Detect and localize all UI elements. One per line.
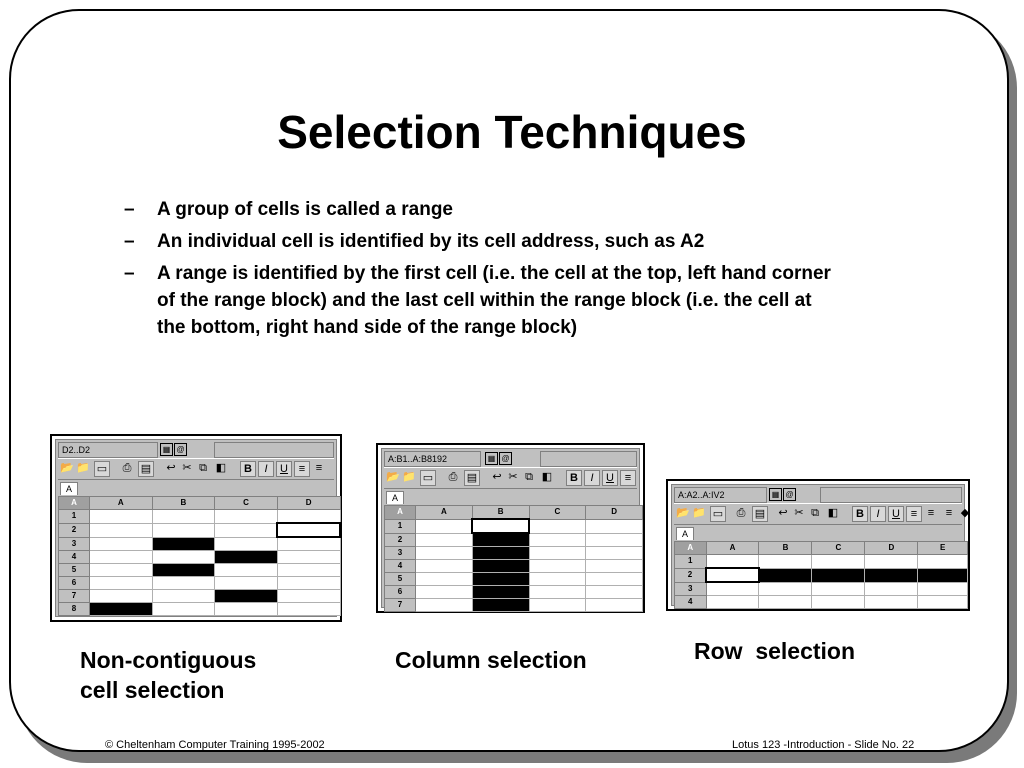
grid-cell[interactable] [918, 582, 968, 596]
print-icon: ⎙ [448, 471, 458, 483]
footer-right: Lotus 123 -Introduction - Slide No. 22 [732, 739, 915, 751]
column-header[interactable]: C [812, 542, 865, 555]
table-row [385, 573, 643, 586]
align-left-icon: ≡ [294, 461, 310, 477]
row-header[interactable]: 5 [59, 564, 90, 577]
grid-cell[interactable] [277, 564, 340, 577]
open-file-icon: 📁 [402, 471, 416, 483]
grid-cell[interactable] [277, 603, 340, 616]
save-icon: ▭ [420, 470, 436, 486]
paste-icon: ◧ [215, 462, 227, 474]
grid-cell[interactable] [472, 599, 529, 612]
column-header-row [59, 497, 341, 510]
spreadsheet-window [55, 439, 337, 617]
grid-cell[interactable] [416, 586, 473, 599]
grid-cell[interactable] [277, 590, 340, 603]
grid-cell[interactable] [215, 551, 278, 564]
bold-icon: B [240, 461, 256, 477]
spreadsheet-window [671, 484, 970, 606]
column-header-row [675, 542, 968, 555]
row-header[interactable]: 4 [59, 551, 90, 564]
underline-icon: U [888, 506, 904, 522]
toolbar [58, 458, 334, 480]
align-left-icon: ≡ [620, 470, 636, 486]
caption-line: Non-contiguous [80, 647, 257, 673]
italic-icon: I [258, 461, 274, 477]
cut-icon: ✂ [182, 462, 192, 474]
column-header[interactable]: E [918, 542, 968, 555]
grid-cell[interactable] [918, 555, 968, 569]
table-row [385, 560, 643, 573]
align-left-icon: ≡ [906, 506, 922, 522]
undo-icon: ↩ [166, 462, 176, 474]
grid-cell[interactable] [812, 582, 865, 596]
underline-icon: U [602, 470, 618, 486]
table-row [675, 568, 968, 582]
column-header[interactable]: A [706, 542, 759, 555]
table-row [59, 564, 341, 577]
column-header[interactable]: D [586, 506, 643, 520]
paste-icon: ◧ [827, 507, 839, 519]
row-header[interactable]: 6 [59, 577, 90, 590]
grid-cell[interactable] [90, 510, 153, 524]
grid-cell[interactable] [586, 599, 643, 612]
grid-cell[interactable] [215, 510, 278, 524]
worksheet-grid [674, 541, 968, 609]
row-header[interactable]: 1 [59, 510, 90, 524]
grid-cell[interactable] [152, 564, 215, 577]
address-box: D2..D2 [58, 442, 158, 458]
row-header[interactable]: 3 [385, 547, 416, 560]
grid-cell[interactable] [90, 564, 153, 577]
row-header[interactable]: 8 [59, 603, 90, 616]
sheet-tabs [58, 481, 334, 495]
column-screenshot [376, 443, 645, 613]
grid-cell[interactable] [90, 590, 153, 603]
sheet-corner[interactable]: A [675, 542, 707, 555]
grid-cell[interactable] [416, 560, 473, 573]
row-header[interactable]: 4 [675, 596, 707, 609]
grid-cell[interactable] [529, 519, 586, 533]
cut-icon: ✂ [508, 471, 518, 483]
caption-row: Row selection [694, 638, 856, 664]
row-screenshot [666, 479, 970, 611]
italic-icon: I [870, 506, 886, 522]
bullet-item [124, 196, 844, 223]
copy-icon: ⧉ [525, 471, 533, 483]
grid-cell[interactable] [215, 603, 278, 616]
grid-cell[interactable] [759, 582, 812, 596]
row-header[interactable]: 1 [385, 519, 416, 533]
open-file-icon: 📁 [692, 507, 706, 519]
sheet-tab-a: A [60, 482, 78, 495]
column-header[interactable]: B [759, 542, 812, 555]
grid-cell[interactable] [865, 555, 918, 569]
grid-cell[interactable] [529, 560, 586, 573]
caption-line: cell selection [80, 677, 225, 703]
grid-cell[interactable] [472, 560, 529, 573]
copy-icon: ⧉ [811, 507, 819, 519]
worksheet-grid [384, 505, 643, 612]
table-row [385, 519, 643, 533]
grid-cell[interactable] [812, 568, 865, 582]
sheet-tabs [384, 490, 637, 504]
grid-cell[interactable] [472, 586, 529, 599]
open-icon: 📂 [676, 507, 690, 519]
grid-cell[interactable] [215, 537, 278, 551]
column-header[interactable]: C [215, 497, 278, 510]
grid-cell[interactable] [152, 603, 215, 616]
grid-cell[interactable] [215, 564, 278, 577]
table-row [385, 547, 643, 560]
grid-cell[interactable] [472, 547, 529, 560]
at-icon: @ [499, 452, 512, 465]
spreadsheet-window [381, 448, 640, 608]
grid-cell[interactable] [90, 537, 153, 551]
grid-cell[interactable] [90, 551, 153, 564]
toolbar [384, 467, 637, 489]
grid-cell[interactable] [586, 547, 643, 560]
grid-cell[interactable] [152, 590, 215, 603]
table-row [59, 523, 341, 537]
at-icon: @ [783, 488, 796, 501]
grid-cell[interactable] [759, 596, 812, 609]
grid-cell[interactable] [586, 586, 643, 599]
column-header[interactable]: D [277, 497, 340, 510]
grid-cell[interactable] [277, 510, 340, 524]
table-row [675, 555, 968, 569]
column-header[interactable]: A [416, 506, 473, 520]
slide-title: Selection Techniques [277, 106, 747, 158]
grid-cell[interactable] [759, 568, 812, 582]
grid-cell[interactable] [472, 573, 529, 586]
print-icon: ⎙ [736, 507, 746, 519]
save-icon: ▭ [710, 506, 726, 522]
bullet-dash: – [124, 263, 135, 284]
column-header[interactable]: B [152, 497, 215, 510]
grid-cell[interactable] [215, 523, 278, 537]
row-header[interactable]: 4 [385, 560, 416, 573]
open-file-icon: 📁 [76, 462, 90, 474]
grid-cell[interactable] [706, 555, 759, 569]
row-header[interactable]: 7 [385, 599, 416, 612]
bold-icon: B [852, 506, 868, 522]
bullet-text: A range is identified by the first cell (i.e. the cell at the top, left hand corner of the range block) and the last cell within the range block (i.e. the cell at the bottom, right hand side of the range block) [157, 263, 831, 338]
bullet-dash: – [124, 199, 135, 220]
column-header[interactable]: C [529, 506, 586, 520]
grid-cell[interactable] [706, 596, 759, 609]
cut-icon: ✂ [794, 507, 804, 519]
bullet-text: An individual cell is identified by its cell address, such as A2 [157, 231, 705, 252]
grid-cell[interactable] [215, 590, 278, 603]
table-row [59, 537, 341, 551]
table-row [59, 551, 341, 564]
row-header[interactable]: 5 [385, 573, 416, 586]
open-icon: 📂 [386, 471, 400, 483]
grid-cell[interactable] [152, 523, 215, 537]
grid-cell[interactable] [416, 573, 473, 586]
preview-icon: ▤ [464, 470, 480, 486]
save-icon: ▭ [94, 461, 110, 477]
noncontiguous-screenshot [50, 434, 342, 622]
preview-icon: ▤ [752, 506, 768, 522]
bullet-list [124, 196, 844, 346]
sheet-tab-a: A [386, 491, 404, 504]
worksheet-grid [58, 496, 341, 616]
sheet-corner[interactable]: A [59, 497, 90, 510]
grid-cell[interactable] [529, 599, 586, 612]
grid-cell[interactable] [152, 537, 215, 551]
table-row [59, 577, 341, 590]
table-row [385, 586, 643, 599]
grid-cell[interactable] [865, 568, 918, 582]
contents-box [214, 442, 334, 458]
grid-cell[interactable] [215, 577, 278, 590]
grid-cell[interactable] [586, 533, 643, 547]
grid-cell[interactable] [416, 519, 473, 533]
column-header-row [385, 506, 643, 520]
grid-cell[interactable] [416, 599, 473, 612]
grid-cell[interactable] [586, 519, 643, 533]
row-header[interactable]: 2 [675, 568, 707, 582]
table-row [59, 510, 341, 524]
grid-cell[interactable] [918, 568, 968, 582]
bullet-dash: – [124, 231, 135, 252]
table-row [675, 582, 968, 596]
row-header[interactable]: 3 [59, 537, 90, 551]
row-header[interactable]: 2 [59, 523, 90, 537]
grid-cell[interactable] [918, 596, 968, 609]
grid-cell[interactable] [529, 533, 586, 547]
grid-cell[interactable] [529, 547, 586, 560]
align-center-icon: ≡ [315, 462, 323, 474]
row-header[interactable]: 3 [675, 582, 707, 596]
grid-cell[interactable] [586, 560, 643, 573]
row-header[interactable]: 2 [385, 533, 416, 547]
preview-icon: ▤ [138, 461, 154, 477]
column-header[interactable]: D [865, 542, 918, 555]
grid-cell[interactable] [90, 603, 153, 616]
align-center-icon: ≡ [927, 507, 935, 519]
grid-cell[interactable] [529, 573, 586, 586]
copy-icon: ⧉ [199, 462, 207, 474]
footer-left: © Cheltenham Computer Training 1995-2002 [105, 739, 325, 751]
align-right-icon: ≡ [945, 507, 953, 519]
row-header[interactable]: 1 [675, 555, 707, 569]
underline-icon: U [276, 461, 292, 477]
sheet-tab-a: A [676, 527, 694, 540]
grid-cell[interactable] [472, 533, 529, 547]
table-row [385, 599, 643, 612]
sheet-corner[interactable]: A [385, 506, 416, 520]
grid-cell[interactable] [865, 582, 918, 596]
grid-cell[interactable] [586, 573, 643, 586]
grid-cell[interactable] [152, 551, 215, 564]
grid-cell[interactable] [152, 577, 215, 590]
navigator-icon: ▦ [485, 452, 498, 465]
column-header[interactable]: B [472, 506, 529, 520]
address-box: A:B1..A:B8192 [384, 451, 481, 467]
contents-box [820, 487, 962, 503]
caption-column: Column selection [395, 647, 587, 673]
toolbar [674, 503, 970, 525]
print-icon: ⎙ [122, 462, 132, 474]
grid-cell[interactable] [416, 533, 473, 547]
grid-cell[interactable] [812, 555, 865, 569]
grid-cell[interactable] [277, 577, 340, 590]
style-icon: ◆ [960, 507, 970, 519]
column-header[interactable]: A [90, 497, 153, 510]
bullet-item [124, 260, 844, 341]
navigator-icon: ▦ [160, 443, 173, 456]
address-box: A:A2..A:IV2 [674, 487, 767, 503]
grid-cell[interactable] [277, 551, 340, 564]
caption-noncontiguous [80, 645, 256, 705]
bold-icon: B [566, 470, 582, 486]
grid-cell[interactable] [90, 577, 153, 590]
table-row [59, 603, 341, 616]
row-header[interactable]: 7 [59, 590, 90, 603]
grid-cell[interactable] [706, 568, 759, 582]
bullet-item [124, 228, 844, 255]
row-header[interactable]: 6 [385, 586, 416, 599]
grid-cell[interactable] [416, 547, 473, 560]
grid-cell[interactable] [865, 596, 918, 609]
grid-cell[interactable] [759, 555, 812, 569]
bullet-text: A group of cells is called a range [157, 199, 453, 220]
grid-cell[interactable] [812, 596, 865, 609]
sheet-tabs [674, 526, 962, 540]
at-icon: @ [174, 443, 187, 456]
paste-icon: ◧ [541, 471, 553, 483]
table-row [385, 533, 643, 547]
grid-cell[interactable] [90, 523, 153, 537]
table-row [59, 590, 341, 603]
grid-cell[interactable] [529, 586, 586, 599]
open-icon: 📂 [60, 462, 74, 474]
contents-box [540, 451, 637, 467]
grid-cell[interactable] [472, 519, 529, 533]
italic-icon: I [584, 470, 600, 486]
undo-icon: ↩ [778, 507, 788, 519]
grid-cell[interactable] [277, 537, 340, 551]
grid-cell[interactable] [706, 582, 759, 596]
undo-icon: ↩ [492, 471, 502, 483]
table-row [675, 596, 968, 609]
grid-cell[interactable] [277, 523, 340, 537]
navigator-icon: ▦ [769, 488, 782, 501]
grid-cell[interactable] [152, 510, 215, 524]
